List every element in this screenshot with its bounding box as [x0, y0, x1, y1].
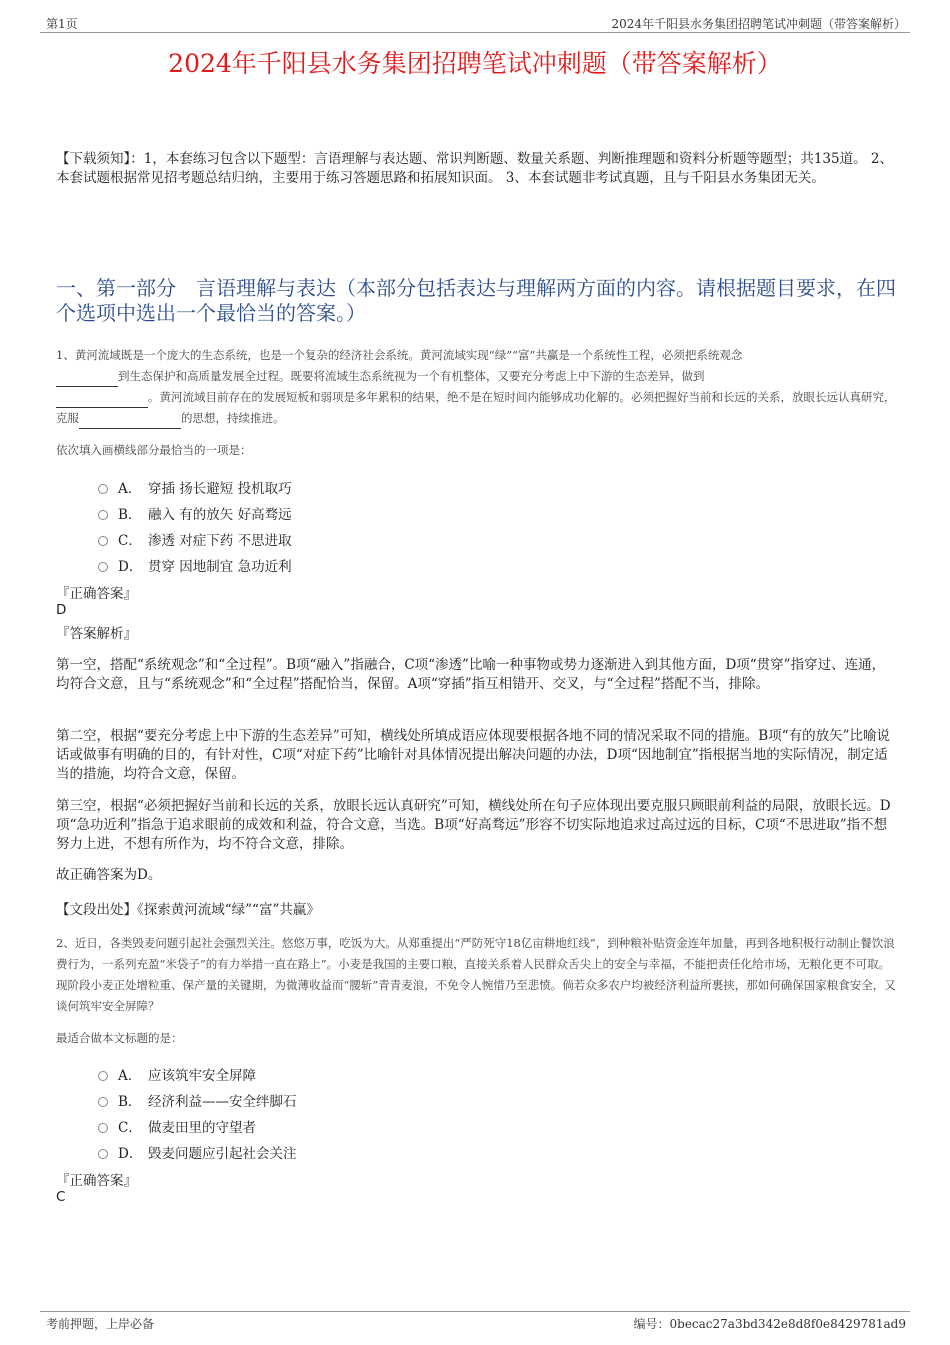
q1-answer-label: 『正确答案』: [56, 586, 137, 602]
page-number: 第1页: [46, 17, 78, 31]
q1-analysis-2: 第二空，根据“要充分考虑上中下游的生态差异”可知，横线处所填成语应体现要根据各地不同的情况采取不同的措施。B项“有的放矢”比喻说话或做事有明确的目的，有针对性，C项“对症下药”比喻针对具体情况提出解决问题的办法，D项“因地制宜”指根据当地的实际情况，制定适当的措施，均符合文意，保留。: [56, 728, 891, 782]
radio-icon[interactable]: [98, 562, 108, 572]
q1-analysis-label: 『答案解析』: [56, 626, 137, 642]
q1-option-b[interactable]: [98, 503, 292, 523]
option-text: 融入 有的放矢 好高骛远: [148, 507, 292, 523]
footer-doc-id: 编号：0becac27a3bd342e8d8f0e8429781ad9: [633, 1317, 906, 1331]
download-notice: 【下载须知】：1，本套练习包含以下题型：言语理解与表达题、常识判断题、数量关系题、判断推理题和资料分析题等题型；共135道。 2、本套试题根据常见招考题总结归纳，主要用于练习答题思路和拓展知识面。 3、本套试题非考试真题，且与千阳县水务集团无关。: [56, 151, 893, 186]
question-2-stem: 2、近日，各类毁麦问题引起社会强烈关注。悠悠万事，吃饭为大。从郑重提出“严防死守18亿亩耕地红线”，到种粮补贴资金连年加量，再到各地积极行动制止餐饮浪费行为，一系列充盈“米袋子”的有力举措一直在路上”。小麦是我国的主要口粮，直接关系着人民群众舌尖上的安全与幸福，不能把责任化给市场，无粮化更不可取。现阶段小麦正处增粒重、保产量的关键期，为微薄收益而“腰斩”青青麦浪，不免令人惋惜乃至悲愤。倘若众多农户均被经济利益所裹挟，那如何确保国家粮食安全，又谈何筑牢安全屏障？: [56, 936, 896, 1013]
q1-option-c[interactable]: [98, 529, 292, 549]
option-text: 贯穿 因地制宜 急功近利: [148, 559, 292, 575]
radio-icon[interactable]: [98, 536, 108, 546]
q1-conclusion: 故正确答案为D。: [56, 867, 162, 883]
q2-option-a[interactable]: [98, 1064, 256, 1084]
footer-slogan: 考前押题，上岸必备: [46, 1317, 155, 1331]
q1-text-c: 。黄河流域目前存在的发展短板和弱项是多年累积的结果，绝不是在短时间内能够成功化解的。必须把握好当前和长远的关系，放眼长远认真研究，克服: [56, 390, 896, 425]
q2-answer-label: 『正确答案』: [56, 1173, 137, 1189]
section-heading: 一、第一部分 言语理解与表达（本部分包括表达与理解两方面的内容。请根据题目要求，在四个选项中选出一个最恰当的答案。）: [56, 276, 896, 325]
radio-icon[interactable]: [98, 1149, 108, 1159]
q1-blank-1: [56, 386, 118, 387]
q1-analysis-1: 第一空，搭配“系统观念”和“全过程”。B项“融入”指融合，C项“渗透”比喻一种事物或势力逐渐进入到其他方面，D项“贯穿”指穿过、连通，均符合文意，且与“系统观念”和“全过程”搭配恰当，保留。A项“穿插”指互相错开、交叉，与“全过程”搭配不当，排除。: [56, 657, 886, 692]
q1-answer: D: [56, 602, 67, 618]
question-2-prompt: 最适合做本文标题的是：: [56, 1031, 183, 1045]
option-letter: B．: [118, 1094, 142, 1110]
q1-source: 【文段出处】《探索黄河流域“绿”“富”共赢》: [56, 902, 320, 918]
q2-option-c[interactable]: [98, 1116, 256, 1136]
option-letter: B．: [118, 507, 142, 523]
question-1-stem: [56, 345, 898, 429]
page-footer: [40, 1311, 910, 1334]
page-header: [40, 14, 910, 33]
q1-text-a: 1、黄河流域既是一个庞大的生态系统，也是一个复杂的经济社会系统。黄河流域实现“绿”“富”共赢是一个系统性工程，必须把系统观念: [56, 348, 743, 362]
option-letter: D．: [118, 1146, 143, 1162]
option-text: 做麦田里的守望者: [148, 1120, 256, 1136]
radio-icon[interactable]: [98, 1123, 108, 1133]
q1-text-b: 到生态保护和高质量发展全过程。既要将流域生态系统视为一个有机整体，又要充分考虑上中下游的生态差异，做到: [118, 369, 705, 383]
q1-option-a[interactable]: [98, 477, 292, 497]
option-letter: C．: [118, 533, 142, 549]
option-text: 应该筑牢安全屏障: [148, 1068, 256, 1084]
option-letter: A．: [118, 481, 142, 497]
q1-blank-3: [79, 428, 181, 429]
option-letter: A．: [118, 1068, 142, 1084]
q2-option-b[interactable]: [98, 1090, 297, 1110]
q2-answer: C: [56, 1189, 66, 1205]
q1-analysis-3: 第三空，根据“必须把握好当前和长远的关系，放眼长远认真研究”可知，横线处所在句子应体现出要克服只顾眼前利益的局限，放眼长远。D项“急功近利”指急于追求眼前的成效和利益，符合文意，当选。B项“好高骛远”形容不切实际地追求过高过远的目标，C项“不思进取”指不想努力上进，不想有所作为，均不符合文意，排除。: [56, 798, 891, 852]
header-doc-title: 2024年千阳县水务集团招聘笔试冲刺题（带答案解析）: [611, 17, 906, 31]
page-title: 2024年千阳县水务集团招聘笔试冲刺题（带答案解析）: [168, 49, 782, 78]
option-text: 渗透 对症下药 不思进取: [148, 533, 292, 549]
option-text: 穿插 扬长避短 投机取巧: [148, 481, 292, 497]
question-1-prompt: 依次填入画横线部分最恰当的一项是：: [56, 443, 252, 457]
radio-icon[interactable]: [98, 484, 108, 494]
radio-icon[interactable]: [98, 510, 108, 520]
radio-icon[interactable]: [98, 1097, 108, 1107]
option-text: 经济利益——安全绊脚石: [148, 1094, 297, 1110]
option-letter: D．: [118, 559, 143, 575]
q1-option-d[interactable]: [98, 555, 292, 575]
option-text: 毁麦问题应引起社会关注: [148, 1146, 297, 1162]
radio-icon[interactable]: [98, 1071, 108, 1081]
q1-text-d: 的思想，持续推进。: [181, 411, 285, 425]
option-letter: C．: [118, 1120, 142, 1136]
q1-blank-2: [56, 407, 148, 408]
q2-option-d[interactable]: [98, 1142, 297, 1162]
